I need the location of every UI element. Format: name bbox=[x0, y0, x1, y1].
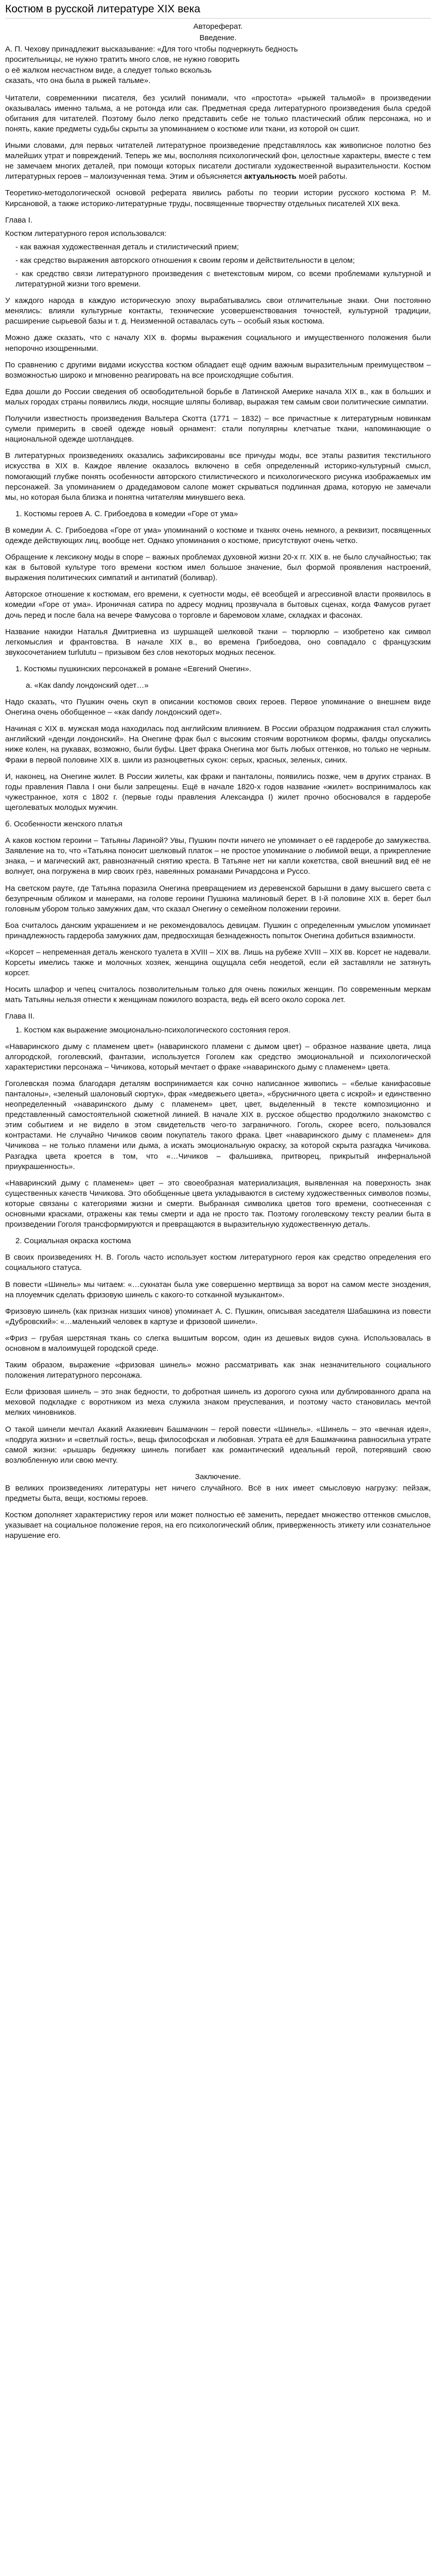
paragraph: Боа считалось данским украшением и не рекомендовалось девицам. Пушкин с определенным умыслом упоминает принадлежность гардероба замужних дам, предвосхищая безнадежность попыток Онегина добиться взаимности. bbox=[5, 921, 431, 940]
list-item: - как средство выражения авторского отношения к своим героям и действительности в целом; bbox=[15, 256, 355, 265]
section-heading: 1. Костюмы героев А. С. Грибоедова в комедии «Горе от ума» bbox=[15, 509, 238, 518]
paragraph bbox=[5, 141, 431, 182]
paragraph: В повести «Шинель» мы читаем: «…сукнатан была уже совершенно мертвища за ворот на самом месте зноздения, на плоуемчик сделать фризовую шинель с какого-то сотканной музыкантом». bbox=[5, 1280, 431, 1299]
section-heading: 1. Костюм как выражение эмоционально-психологического состояния героя. bbox=[15, 1025, 291, 1035]
chapter-heading: Глава II. bbox=[5, 1012, 35, 1021]
paragraph: Теоретико-методологической основой реферата явились работы по теории истории русского костюма Р. М. Кирсановой, а также историко-литературные труды, посвященные творчеству отдельных писателей XIX века. bbox=[5, 189, 431, 208]
subsection-heading: а. «Как dandy лондонский одет…» bbox=[26, 681, 149, 690]
paragraph: Фризовую шинель (как признак низших чинов) упоминает А. С. Пушкин, описывая заседателя Шабашкина из повести «Дубровский»: «…маленький человек в картузе и фризовой шинели». bbox=[5, 1307, 431, 1326]
intro-quote bbox=[5, 44, 431, 86]
paragraph: Получили известность произведения Вальтера Скотта (1771 – 1832) – все причастные к литературным новинкам сумели примерить в своей одежде новый орнамент: стали популярны клетчатые ткани, напоминающие о национальной одежде шотландцев. bbox=[5, 414, 431, 444]
intro-line: просительницы, не нужно тратить много слов, не нужно говорить bbox=[5, 55, 240, 64]
paragraph: «Корсет – непременная деталь женского туалета в XVIII – XIX вв. Лишь на рубеже XVIII – XIX вв. Корсет не надевали. Корсеты имелись также и молочных хозяек, женщина ощущала себя неодетой, если ей заставляли не затянуть корсет. bbox=[5, 947, 431, 978]
paragraph: «Наваринского дыму с пламенем цвет» (наваринского пламени с дымом цвет) – образное название цвета, лица алгородской, гоголевский, фантазии, используется Гоголем как средство эмоциональной и психологической характеристики персонажа – Чичикова, который мечтает о фраке «наваринского дыму с пламенем» цвета. bbox=[5, 1042, 431, 1072]
document-subtitle: Автореферат. bbox=[193, 22, 243, 31]
chapter-heading: Глава I. bbox=[5, 215, 33, 225]
intro-line: сказать, что она была в рыжей тальме». bbox=[5, 76, 151, 85]
paragraph: Надо сказать, что Пушкин очень скуп в описании костюмов своих героев. Первое упоминание о внешнем виде Онегина очень обобщенное – «как dandy лондонский одет». bbox=[5, 698, 431, 717]
paragraph: Можно даже сказать, что с началу XIX в. формы выражения социального и имущественного положения были непорочно изощренными. bbox=[5, 333, 431, 353]
paragraph: По сравнению с другими видами искусства костюм обладает ещё одним важным выразительным преимуществом – возможностью широко и мгновенно реагировать на все происходящие события. bbox=[5, 360, 431, 380]
paragraph-text: моей работы. bbox=[299, 172, 347, 181]
paragraph: Название накидки Наталья Дмитриевна из шуршащей шелковой ткани – тюрлюрлю – изобретено как символ легкомыслия и франтовства. В начале XIX в., во времена Грибоедова, оно совпадало с французским звукосочетанием turlututu – призывом без слов некоторых модных песенок. bbox=[5, 627, 431, 657]
paragraph: У каждого народа в каждую историческую эпоху вырабатывались свои отличительные знаки. Они постоянно менялись: влияли культурные контакты, технические усовершенствования точностей, культурной традиции, расширение сырьевой базы и т. д. Неизменной оставалась суть – особый язык костюма. bbox=[5, 296, 431, 326]
paragraph: Если фризовая шинель – это знак бедности, то добротная шинель из дорогого сукна или дублированного драпа на меховой подкладке с воротником из меха служила знаком преуспевания, и поэтому часто становилась мечтой мелких чиновников. bbox=[5, 1387, 431, 1417]
keyword-bold: актуальность bbox=[244, 172, 297, 181]
subsection-heading: б. Особенности женского платья bbox=[5, 820, 123, 829]
section-heading: 1. Костюмы пушкинских персонажей в романе «Евгений Онегин». bbox=[15, 664, 252, 673]
paragraph: Костюм литературного героя использовался: bbox=[5, 229, 167, 238]
paragraph: А каков костюм героини – Татьяны Лариной? Увы, Пушкин почти ничего не упоминает о её гардеробе до замужества. Заявление на то, что «Татьяна поносит шелковый платок – не простое упоминание о любимой вещи, а прикрепление знака, – и магический акт, равнозначный снятию креста. В Татьяне нет ни капли кокетства, свой внешний вид её не волнует, она погружена в мир своих грёз, навеянных романами Ричардсона и Руссо. bbox=[5, 836, 431, 876]
paragraph: Начиная с XIX в. мужская мода находилась под английским влиянием. В России образцом подражания стал служить английский «денди лондонский». На Онегине фрак был с высоким стоячим воротником формы, фалды опускались ниже колен, на рукавах, возможно, были буфы. Цвет фрака Онегина мог быть любых оттенков, но только не черным. Фраки в первой половине XIX в. шили из разноцветных сукон: серых, красных, зеленых, синих. bbox=[5, 724, 431, 765]
paragraph: О такой шинели мечтал Акакий Акакиевич Башмачкин – герой повести «Шинель». «Шинель – это «вечная идея», «подруга жизни» и «светлый гость», вещь философская и любовная. Утрата её для Башмачкина равносильна утрате самой жизни: «рышарь бедняжку шинель погибает как романтический идеальный герой, потерявший свою возлюбленную или свою мечту. bbox=[5, 1425, 431, 1465]
section-heading: 2. Социальная окраска костюма bbox=[15, 1236, 131, 1246]
paragraph: В комедии А. С. Грибоедова «Горе от ума» упоминаний о костюме и тканях очень немного, а реквизит, посвященных одежде действующих лиц, вообще нет. Однако упоминания о костюме, присутствуют очень четко. bbox=[5, 526, 431, 545]
paragraph: На светском рауте, где Татьяна поразила Онегина превращением из деревенской барышни в даму высшего света с безупречным обликом и манерами, на голове героини Пушкина малиновый берет. В I-й половине XIX в. берет был головным убором только замужних дам, что сказал Онегину о семейном положении героини. bbox=[5, 884, 431, 913]
paragraph: «Наваринский дыму с пламенем» цвет – это своеобразная материализация, выявленная на поверхность знак существенных качеств Чичикова. Это обобщенные цвета укладываются в систему художественных символов поэмы, которые связаны с категориями жизни и смерти. Выбранная символика цветов того времени, соотнесенная с основными красками, отражены как темы смерти и ада не просто так. Поэтому гоголевскому тексту реалии быта в произведении Гоголя трансформируются и превращаются в выразительную художественную деталь. bbox=[5, 1178, 431, 1229]
paragraph: Авторское отношение к костюмам, его времени, к суетности моды, её всеобщей и агрессивной власти проявилось в комедии «Горе от ума». Ироничная сатира по адресу модниц прозвучала в бытовых сценах, когда Фамусов ругает дочь перед и после бала на вечере Фамусова о торговле и баремовом хламе, складках и фасонах. bbox=[5, 590, 431, 620]
intro-heading: Введение. bbox=[199, 33, 237, 43]
conclusion-heading: Заключение. bbox=[195, 1472, 241, 1481]
paragraph-text: Иными словами, для первых читателей литературное произведение представлялось как живописное полотно без малейших утрат и повреждений. Теперь же мы, восполняя психологический фон, целостные характеры, вместе с тем не замечаем многих деталей, при помощи которых писатели достигали художественной выразительности. Костюм литературных героев – малоизученная тема. Этим и объясняется bbox=[5, 141, 431, 181]
intro-line: А. П. Чехову принадлежит высказывание: «Для того чтобы подчеркнуть бедность bbox=[5, 45, 298, 54]
paragraph: Читатели, современники писателя, без усилий понимали, что «простота» «рыжей тальмой» в произведении оказывалась именно тальма, а не ротонда или сак. Предметная среда литературного произведения была средой обитания для читателей. Поэтому было легко представить себе не только пластический облик персонажа, но и понять, какие предметы судьбы скрыты за упоминанием о костюме или ткани, из которой он сшит. bbox=[5, 93, 431, 133]
paragraph: В литературных произведениях оказались зафиксированы все причуды моды, все этапы развития текстильного искусства в XIX в. Каждое явление оказалось включено в себя определенный историко-культурный смысл, помогающий глубже понять особенности авторского стилистического и психологического рисунка изображаемых им персонажей. За упоминанием о драдедамовом салопе может скрываться подлинная драма, которую не замечали мы, но которая была близка и понятна читателям минувшего века. bbox=[5, 451, 431, 502]
document-title: Костюм в русской литературе XIX века bbox=[5, 2, 431, 19]
paragraph: Гоголевская поэма благодаря деталям воспринимается как сочно написанное живопись – «белые канифасовые панталоны», «зеленый шалоновый сюртук», фрак «медвежьего цвета», «брусничного цвета с искрой» и единственно неопределенный «наваринского дыму с пламенем» цвет, цвет, выделенный в тексте композиционно и представленный самостоятельной сюжетной линией. В начале XIX в. русское общество продолжило знакомство с этим событием и не видело в этом свидетельств чего-то заграничного. Гоголь, скорее всего, пользовался контрастами. Не случайно Чичиков своим покупатель такого фрака. Цвет «наваринского дыму с пламенем» для Чичикова – не только пламени или дыма, а искать эмоциональную окраску, за которой скрыта разгадка Чичикова. Разгадка цвета кроется в том, что «…Чичиков – фальшивка, притворец, прикрытый инфернальной приукрашенность». bbox=[5, 1079, 431, 1171]
paragraph: В великих произведениях литературы нет ничего случайного. Всё в них имеет смысловую нагрузку: пейзаж, предметы быта, вещи, костюмы героев. bbox=[5, 1484, 431, 1503]
list-item: - как важная художественная деталь и стилистический прием; bbox=[15, 242, 239, 251]
paragraph: Едва дошли до России сведения об освободительной борьбе в Латинской Америке начала XIX в., как в больших и малых городах страны появились люди, носящие шляпы боливар, выражая тем самым свои политические симпатии. bbox=[5, 387, 431, 406]
paragraph: Обращение к лексикону моды в споре – важных проблемах духовной жизни 20-х гг. XIX в. не было случайностью; так как в бытовой культуре того времени костюм имел большое значение, был формой проявления настроений, выражения политических симпатий и антипатий (боливар). bbox=[5, 553, 431, 583]
paragraph: Носить шлафор и чепец считалось позволительным только для очень пожилых женщин. По современным меркам мать Татьяны нельзя отнести к женщинам пожилого возраста, ведь ей всего около сорока лет. bbox=[5, 985, 431, 1005]
uses-list bbox=[5, 242, 431, 290]
paragraph: Костюм дополняет характеристику героя или может полностью её заменить, передает множество оттенков смыслов, указывает на социальное положение героя, на его психологический облик, приверженность этикету или сознательное нарушение его. bbox=[5, 1511, 431, 1540]
paragraph: И, наконец, на Онегине жилет. В России жилеты, как фраки и панталоны, появились позже, чем в других странах. В годы правления Павла I они были запрещены. Ещё в начале 1820-х годов название «жилет» воспринималось как чужестранное, хотя с 1802 г. (первые годы правления Александра I) жилет прочно обосновался в гардеробе щеголеватых молодых мужчин. bbox=[5, 772, 431, 812]
paragraph: В своих произведениях Н. В. Гоголь часто использует костюм литературного героя как средство определения его социального статуса. bbox=[5, 1253, 431, 1273]
paragraph: Таким образом, выражение «фризовая шинель» можно рассматривать как знак незначительного социального положения литературного персонажа. bbox=[5, 1361, 431, 1380]
intro-line: о её жалком несчастном виде, а следует только вскользь bbox=[5, 65, 212, 75]
paragraph: «Фриз – грубая шерстяная ткань со слегка вышитым ворсом, один из дешевых видов сукна. Использовалась в основном в малоимущей городской среде. bbox=[5, 1333, 431, 1353]
list-item: - как средство связи литературного произведения с внетекстовым миром, со всеми проблемами культурной и литературной жизни того времени. bbox=[15, 269, 431, 289]
